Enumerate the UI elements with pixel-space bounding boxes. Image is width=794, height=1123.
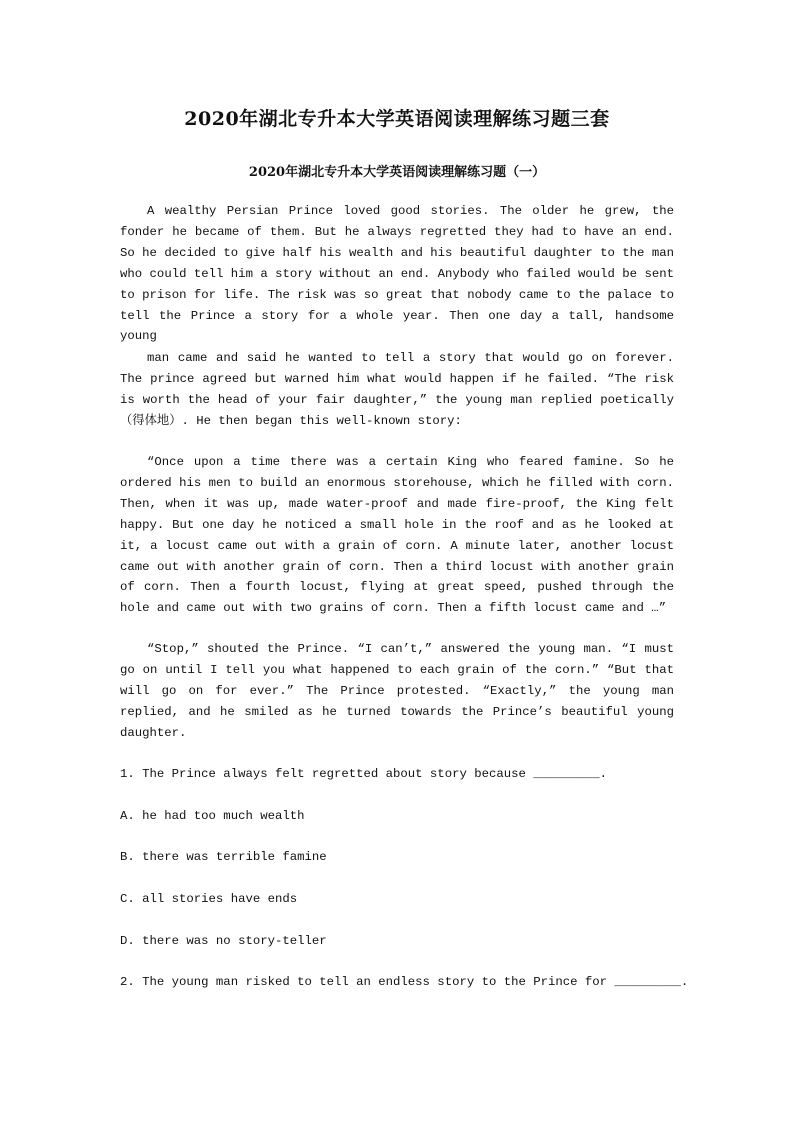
question-1-option-d: D. there was no story-teller bbox=[120, 934, 327, 948]
passage-paragraph: “Once upon a time there was a certain King who feared famine. So he ordered his men to build an enormous storehouse, which he filled with corn. Then, when it was up, made water-proof and made fire-proof, the King felt happy. But one day he noticed a small hole in the roof and as he looked at it, a locust came out with a grain of corn. A minute later, another locust came out with another grain of corn. Then a third locust with another grain of corn. Then a fourth locust, flying at great speed, pushed through the hole and came out with two grains of corn. Then a fifth locust came and …” bbox=[120, 455, 674, 616]
question-1-option-a: A. he had too much wealth bbox=[120, 809, 305, 823]
question-1-option-b: B. there was terrible famine bbox=[120, 850, 327, 864]
question-2: 2. The young man risked to tell an endless story to the Prince for _________. bbox=[120, 975, 689, 989]
question-1: 1. The Prince always felt regretted about story because _________. bbox=[120, 767, 608, 781]
passage-paragraph: A wealthy Persian Prince loved good stories. The older he grew, the fonder he became of them. But he always regretted they had to have an end. So he decided to give half his wealth and his beautiful daughter to the man who could tell him a story without an end. Anybody who failed would be sent to prison for life. The risk was so great that nobody came to the palace to tell the Prince a story for a whole year. Then one day a tall, handsome young bbox=[120, 204, 674, 344]
passage-paragraph: man came and said he wanted to tell a story that would go on forever. The prince agreed but warned him what would happen if he failed. “The risk is worth the head of your fair daughter,” the young man replied poetically（得体地）. He then began this well-known story: bbox=[120, 351, 674, 428]
exercise-subtitle: 2020年湖北专升本大学英语阅读理解练习题（一） bbox=[248, 165, 546, 180]
document-title: 2020年湖北专升本大学英语阅读理解练习题三套 bbox=[184, 108, 610, 130]
passage-paragraph: “Stop,” shouted the Prince. “I can’t,” answered the young man. “I must go on until I tell you what happened to each grain of the corn.” “But that will go on for ever.” The Prince protested. “Exactly,” the young man replied, and he smiled as he turned towards the Prince’s beautiful young daughter. bbox=[120, 642, 674, 740]
question-1-option-c: C. all stories have ends bbox=[120, 892, 298, 906]
